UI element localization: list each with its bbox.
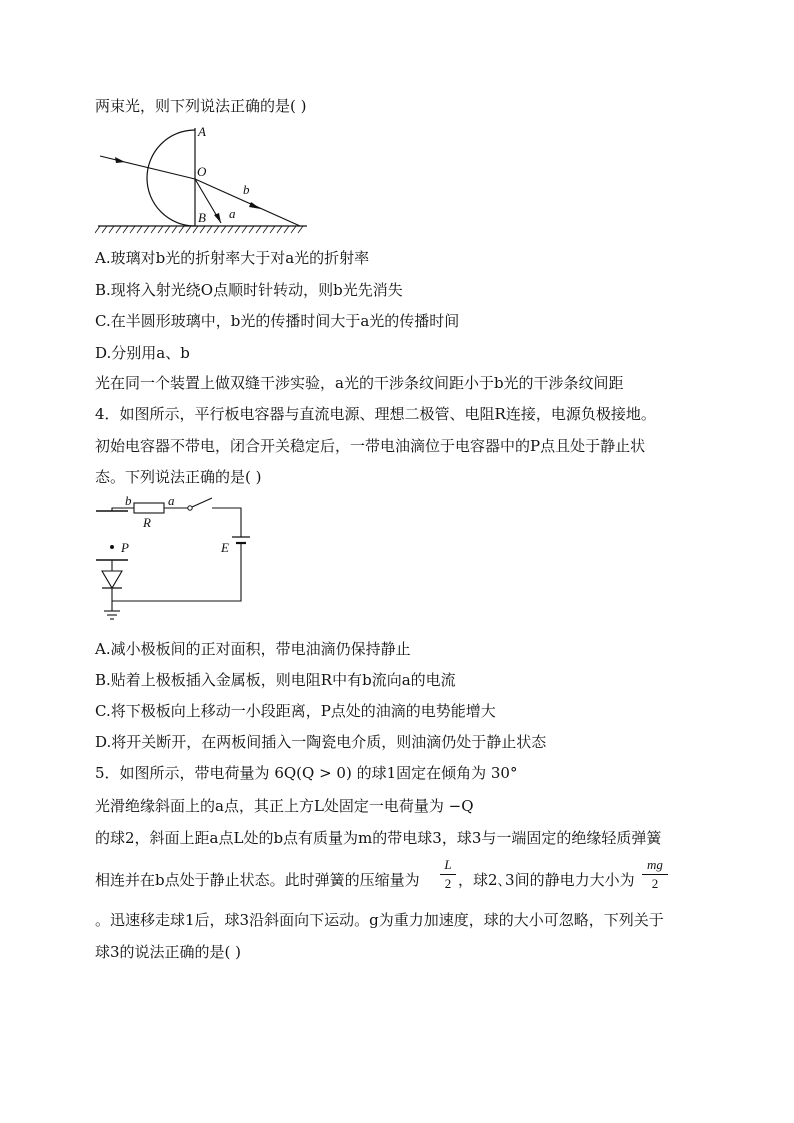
label-a: a [229, 206, 236, 221]
q4-stem-line-2: 初始电容器不带电，闭合开关稳定后，一带电油滴位于电容器中的P点且处于静止状 [95, 437, 646, 455]
label-B: B [198, 210, 206, 225]
q4-stem-line-1: 4．如图所示，平行板电容器与直流电源、理想二极管、电阻R连接，电源负极接地。 [95, 405, 656, 423]
q5-line-6: 球3的说法正确的是( ) [95, 943, 242, 961]
fraction-numerator: L [444, 857, 452, 872]
label-P: P [121, 540, 129, 555]
q3-figure [95, 122, 310, 237]
fraction-denominator: 2 [651, 876, 659, 891]
label-a: a [168, 493, 175, 508]
fraction-denominator: 2 [444, 876, 452, 891]
q5-line-3: 的球2，斜面上距a点L处的b点有质量为m的带电球3，球3与一端固定的绝缘轻质弹簧 [95, 829, 662, 847]
q3-option-a: A.玻璃对b光的折射率大于对a光的折射率 [95, 249, 370, 267]
oil-droplet-P [110, 545, 114, 549]
q4-option-d: D.将开关断开，在两板间插入一陶瓷电介质，则油滴仍处于静止状态 [95, 733, 547, 751]
q5-fraction-force [642, 857, 668, 892]
q5-line-5: 。迅速移走球1后，球3沿斜面向下运动。g为重力加速度，球的大小可忽略，下列关于 [95, 911, 664, 929]
q4-option-b: B.贴着上极板插入金属板，则电阻R中有b流向a的电流 [95, 671, 456, 689]
q5-line-2: 光滑绝缘斜面上的a点，其正上方L处固定一电荷量为 −Q [95, 797, 474, 815]
q4-option-c: C.将下极板向上移动一小段距离，P点处的油滴的电势能增大 [95, 702, 496, 720]
q4-stem-line-3: 态。下列说法正确的是( ) [95, 468, 262, 486]
fraction-numerator: mg [647, 857, 663, 872]
diode [102, 571, 122, 588]
q3-option-c: C.在半圆形玻璃中，b光的传播时间大于a光的传播时间 [95, 312, 460, 330]
q5-line-4a: 相连并在b点处于静止状态。此时弹簧的压缩量为 [95, 871, 420, 889]
q4-circuit-figure [94, 493, 254, 628]
q3-option-b: B.现将入射光绕O点顺时针转动，则b光先消失 [95, 281, 403, 299]
label-b: b [243, 182, 250, 197]
label-R: R [143, 515, 151, 530]
label-O: O [197, 164, 207, 179]
switch-contact [188, 506, 192, 510]
switch-blade [192, 498, 212, 507]
resistor [134, 503, 164, 513]
label-A: A [198, 124, 206, 139]
q3-stem: 两束光，则下列说法正确的是( ) [95, 97, 307, 115]
q3-option-d: D.分别用a、b [95, 344, 190, 362]
semicircle-glass [147, 130, 195, 226]
label-b: b [125, 493, 132, 508]
q5-line-4b: ，球2､3间的静电力大小为 [458, 871, 635, 889]
q4-option-a: A.减小极板间的正对面积，带电油滴仍保持静止 [95, 640, 411, 658]
q3-option-d-cont: 光在同一个装置上做双缝干涉实验，a光的干涉条纹间距小于b光的干涉条纹间距 [95, 374, 624, 392]
q5-line-1: 5．如图所示，带电荷量为 6Q(Q > 0) 的球1固定在倾角为 30° [95, 764, 518, 782]
q5-fraction-compression [440, 857, 456, 892]
label-E: E [221, 540, 229, 555]
